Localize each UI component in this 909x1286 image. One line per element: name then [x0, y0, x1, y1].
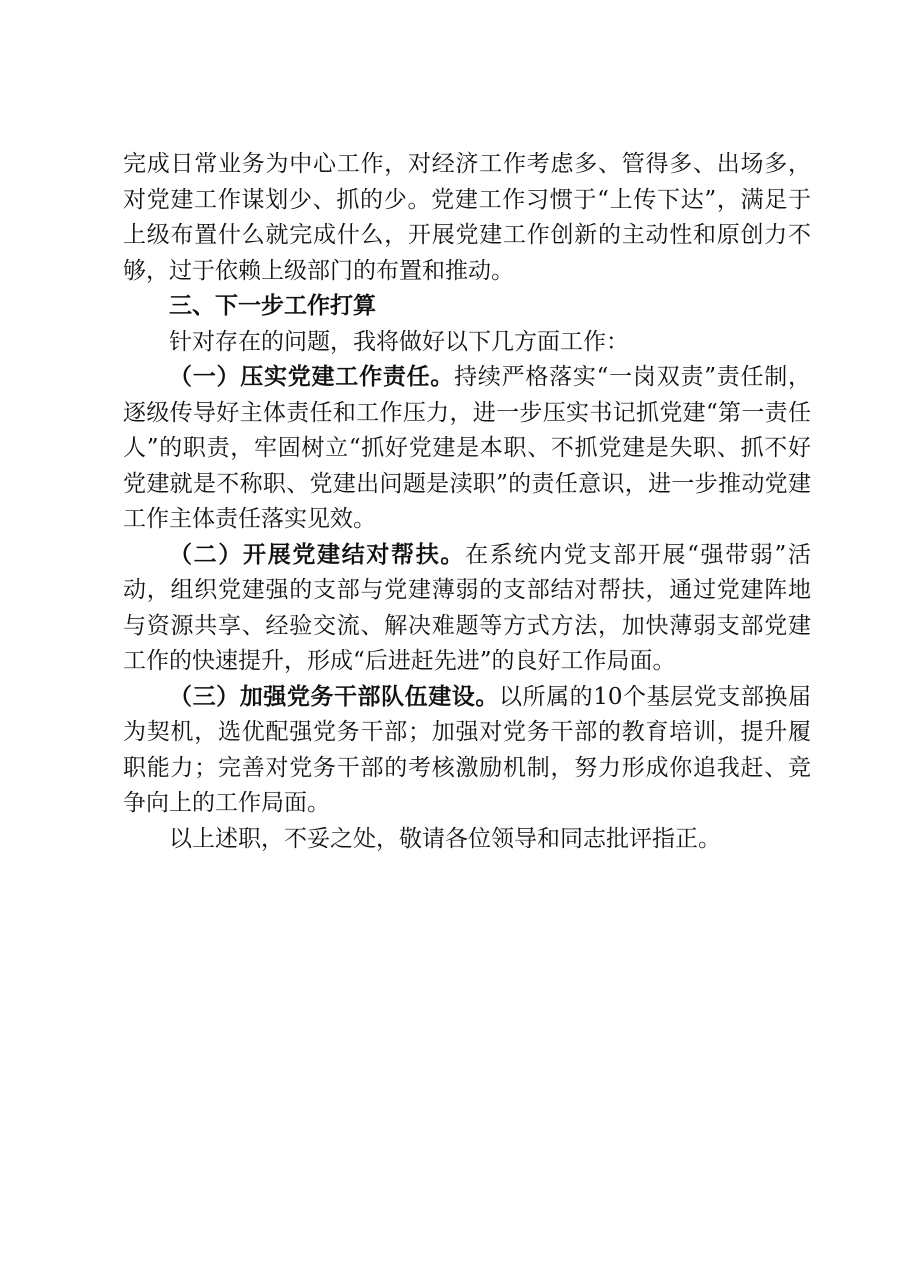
item-3-body: 以所属的10个基层党支部换届为契机，选优配强党务干部；加强对党务干部的教育培训，提升履职能力；完善对党务干部的考核激励机制，努力形成你追我赶、竞争向上的工作局面。 — [123, 683, 811, 816]
intro-paragraph: 完成日常业务为中心工作，对经济工作考虑多、管得多、出场多，对党建工作谋划少、抓的少。党建工作习惯于“上传下达”，满足于上级布置什么就完成什么，开展党建工作创新的主动性和原创力不够，过于依赖上级部门的布置和推动。 — [123, 151, 811, 284]
item-paragraph-3 — [123, 680, 811, 822]
section-lead-paragraph: 针对存在的问题，我将做好以下几方面工作： — [169, 328, 629, 355]
item-1-lead: （一）压实党建工作责任。 — [169, 364, 455, 390]
item-2-body: 在系统内党支部开展“强带弱”活动，组织党建强的支部与党建薄弱的支部结对帮扶，通过党建阵地与资源共享、经验交流、解决难题等方式方法，加快薄弱支部党建工作的快速提升，形成“后进赶先进”的良好工作局面。 — [123, 541, 811, 674]
item-1-body: 持续严格落实“一岗双责”责任制，逐级传导好主体责任和工作压力，进一步压实书记抓党建“第一责任人”的职责，牢固树立“抓好党建是本职、不抓党建是失职、抓不好党建就是不称职、党建出问题是渎职”的责任意识，进一步推动党建工作主体责任落实见效。 — [123, 364, 811, 532]
closing-paragraph: 以上述职，不妥之处，敬请各位领导和同志批评指正。 — [169, 825, 721, 852]
section-heading: 三、下一步工作打算 — [169, 293, 376, 319]
item-3-lead: （三）加强党务干部队伍建设。 — [169, 683, 499, 710]
item-2-lead: （二）开展党建结对帮扶。 — [169, 541, 466, 568]
item-paragraph-1 — [123, 360, 811, 538]
item-paragraph-2 — [123, 538, 811, 680]
document-body — [123, 147, 811, 857]
